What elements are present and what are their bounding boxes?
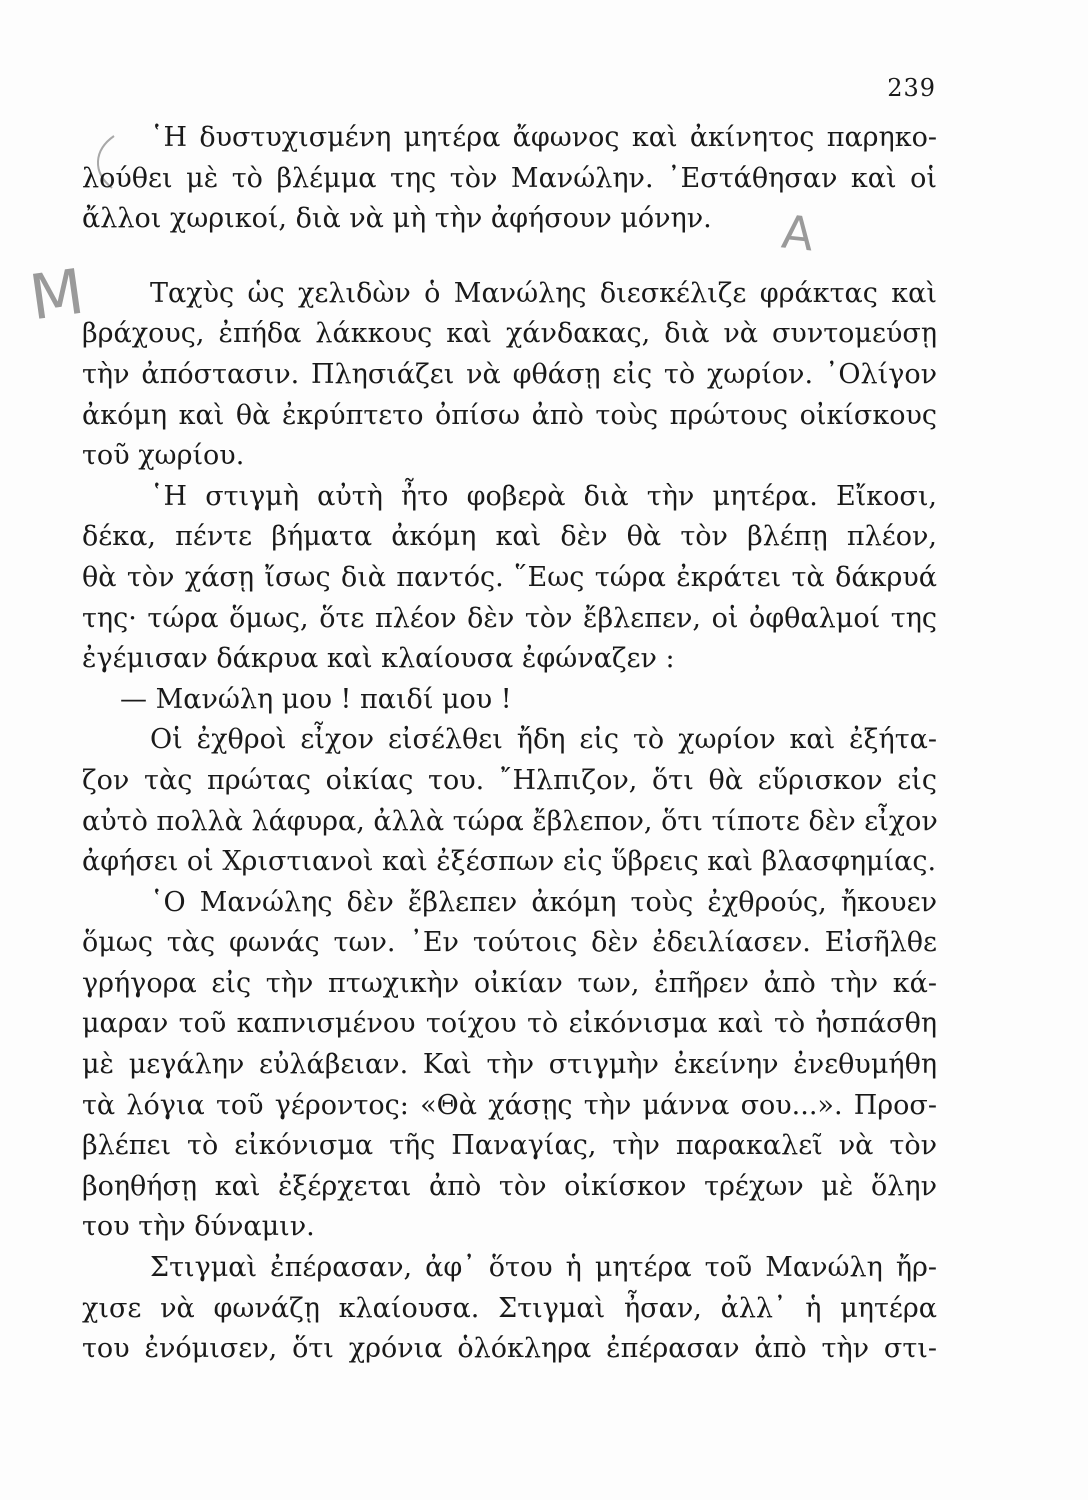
text-line: τοῦ χωρίου. bbox=[82, 440, 245, 472]
dialogue-line: — Μανώλη μου ! παιδί μου ! bbox=[120, 683, 512, 715]
paragraph bbox=[82, 274, 937, 477]
text-line: Οἱ ἐχθροὶ εἶχον εἰσέλθει ἤδη εἰς τὸ χωρίον καὶ ἐξήτα- bbox=[150, 724, 937, 756]
text-line: θὰ τὸν χάσῃ ἴσως διὰ παντός. ῞Εως τώρα ἐκράτει τὰ δάκρυά bbox=[82, 561, 937, 593]
text-line: δέκα, πέντε βήματα ἀκόμη καὶ δὲν θὰ τὸν βλέπῃ πλέον, bbox=[82, 521, 937, 553]
text-line: βοηθήσῃ καὶ ἐξέρχεται ἀπὸ τὸν οἰκίσκον τρέχων μὲ ὅλην bbox=[82, 1170, 937, 1202]
text-line: λούθει μὲ τὸ βλέμμα της τὸν Μανώλην. ᾿Εστάθησαν καὶ οἱ bbox=[82, 162, 937, 194]
text-line: ζον τὰς πρώτας οἰκίας του. ῎Ηλπιζον, ὅτι θὰ εὕρισκον εἰς bbox=[82, 764, 937, 796]
text-line: ῾Η δυστυχισμένη μητέρα ἄφωνος καὶ ἀκίνητος παρηκο- bbox=[150, 122, 937, 153]
pencil-mark-right: Α bbox=[779, 204, 817, 262]
text-line: τὴν ἀπόστασιν. Πλησιάζει νὰ φθάσῃ εἰς τὸ χωρίον. ᾿Ολίγον bbox=[82, 358, 937, 390]
paragraph bbox=[82, 883, 937, 1248]
text-line: ὅμως τὰς φωνάς των. ᾿Εν τούτοις δὲν ἐδειλίασεν. Εἰσῆλθε bbox=[82, 927, 937, 959]
text-line: ἐγέμισαν δάκρυα καὶ κλαίουσα ἐφώναζεν : bbox=[82, 643, 675, 675]
paragraph bbox=[82, 477, 937, 680]
page-number: 239 bbox=[887, 74, 936, 102]
text-line: αὐτὸ πολλὰ λάφυρα, ἀλλὰ τώρα ἔβλεπον, ὅτι τίποτε δὲν εἶχον bbox=[82, 805, 938, 837]
text-line: μαραν τοῦ καπνισμένου τοίχου τὸ εἰκόνισμα καὶ τὸ ἠσπάσθη bbox=[82, 1008, 937, 1040]
text-line: του ἐνόμισεν, ὅτι χρόνια ὁλόκληρα ἐπέρασαν ἀπὸ τὴν στι- bbox=[82, 1333, 937, 1365]
text-line: ῾Η στιγμὴ αὐτὴ ἦτο φοβερὰ διὰ τὴν μητέρα. Εἴκοσι, bbox=[150, 480, 937, 512]
text-line: χισε νὰ φωνάζῃ κλαίουσα. Στιγμαὶ ἦσαν, ἀλλ᾿ ἡ μητέρα bbox=[82, 1292, 937, 1324]
pencil-mark-left: Μ bbox=[25, 254, 89, 335]
text-line: της· τώρα ὅμως, ὅτε πλέον δὲν τὸν ἔβλεπεν, οἱ ὀφθαλμοί της bbox=[82, 602, 937, 634]
paragraph bbox=[82, 720, 937, 882]
text-line: τὰ λόγια τοῦ γέροντος: «Θὰ χάσῃς τὴν μάννα σου...». Προσ- bbox=[82, 1089, 937, 1121]
paragraph bbox=[82, 118, 937, 240]
text-line: ῾Ο Μανώλης δὲν ἔβλεπεν ἀκόμη τοὺς ἐχθρούς, ἤκουεν bbox=[150, 886, 937, 918]
paragraph bbox=[82, 680, 937, 721]
paragraph-gap bbox=[82, 240, 937, 274]
text-line: βλέπει τὸ εἰκόνισμα τῆς Παναγίας, τὴν παρακαλεῖ νὰ τὸν bbox=[82, 1130, 937, 1162]
text-line: ἀφήσει οἱ Χριστιανοὶ καὶ ἐξέσπων εἰς ὕβρεις καὶ βλασφημίας. bbox=[82, 846, 937, 878]
text-line: γρήγορα εἰς τὴν πτωχικὴν οἰκίαν των, ἐπῆρεν ἀπὸ τὴν κά- bbox=[82, 967, 937, 999]
text-line: ἀκόμη καὶ θὰ ἐκρύπτετο ὀπίσω ἀπὸ τοὺς πρώτους οἰκίσκους bbox=[82, 399, 937, 431]
text-line: του τὴν δύναμιν. bbox=[82, 1211, 315, 1243]
text-line: ἄλλοι χωρικοί, διὰ νὰ μὴ τὴν ἀφήσουν μόνην. bbox=[82, 203, 712, 235]
paragraph bbox=[82, 1248, 937, 1370]
text-line: μὲ μεγάλην εὐλάβειαν. Καὶ τὴν στιγμὴν ἐκείνην ἐνεθυμήθη bbox=[82, 1049, 937, 1081]
text-line: βράχους, ἐπήδα λάκκους καὶ χάνδακας, διὰ νὰ συντομεύσῃ bbox=[82, 318, 937, 350]
body-text bbox=[82, 118, 937, 1370]
text-line: Ταχὺς ὡς χελιδὼν ὁ Μανώλης διεσκέλιζε φράκτας καὶ bbox=[150, 277, 937, 309]
text-line: Στιγμαὶ ἐπέρασαν, ἀφ᾿ ὅτου ἡ μητέρα τοῦ Μανώλη ἤρ- bbox=[150, 1252, 937, 1284]
